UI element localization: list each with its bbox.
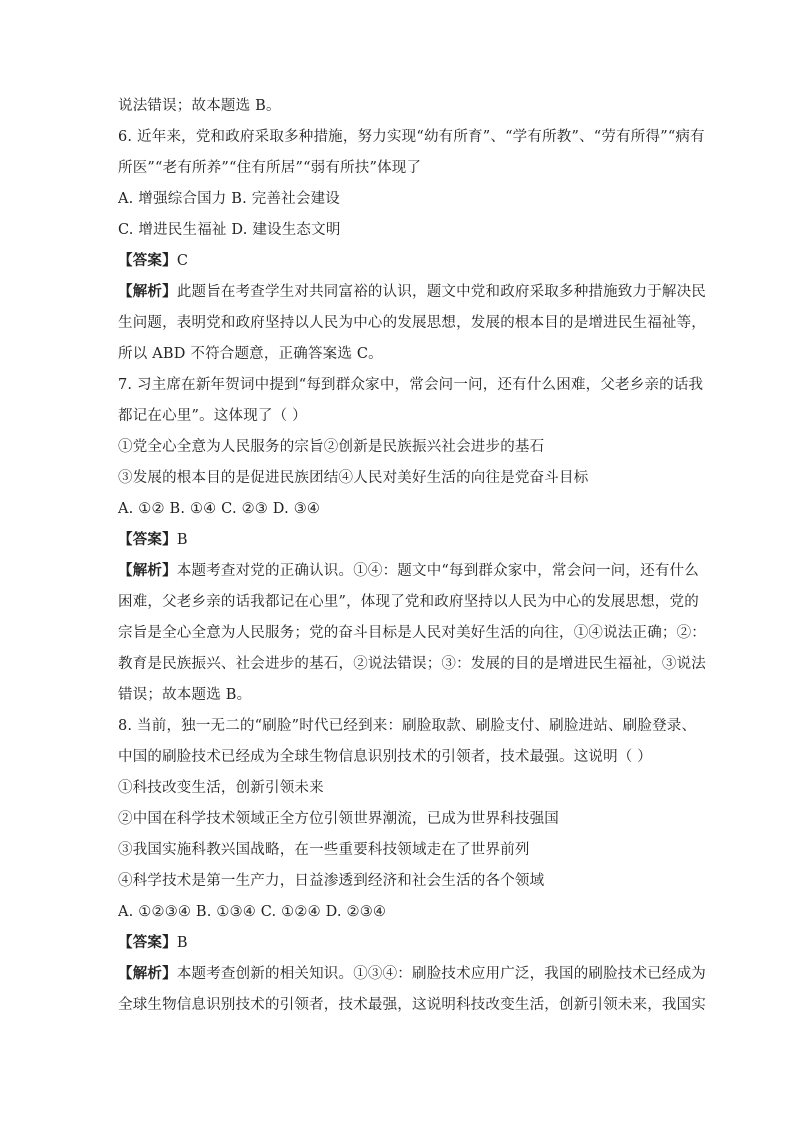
question-6-options-cd	[118, 220, 678, 240]
line-text: 生问题，表明党和政府坚持以人民为中心的发展思想，发展的根本目的是增进民生福祉等，	[118, 315, 706, 331]
line-text: 此题旨在考查学生对共同富裕的认识，题文中党和政府采取多种措施致力于解决民	[176, 284, 707, 300]
question-6-options-ab	[118, 189, 678, 209]
text-line	[118, 995, 706, 1015]
line-text: A. 增强综合国力 B. 完善社会建设	[118, 191, 340, 207]
line-text: 6. 近年来，党和政府采取多种措施，努力实现“幼有所育”、“学有所教”、“劳有所得”“病有	[118, 129, 705, 145]
text-line	[118, 623, 706, 643]
line-text: 说法错误；故本题选 B。	[118, 98, 281, 114]
question-7-statements	[118, 468, 678, 488]
question-6-stem	[118, 127, 705, 147]
answer-value: C	[176, 253, 189, 269]
analysis-label: 【解析】	[118, 283, 177, 300]
line-text: ②中国在科学技术领域正全方位引领世界潮流，已成为世界科技强国	[118, 811, 559, 827]
answer-label: 【答案】	[118, 934, 177, 951]
line-text: 都记在心里”。这体现了（ ）	[118, 408, 307, 424]
question-8-stem-cont	[118, 747, 678, 767]
line-text: C. 增进民生福祉 D. 建设生态文明	[118, 222, 341, 238]
answer-label: 【答案】	[118, 252, 177, 269]
line-text: 全球生物信息识别技术的引领者，技术最强，这说明科技改变生活，创新引领未来，我国实	[118, 997, 706, 1013]
document-page	[118, 96, 707, 1026]
answer-value: B	[176, 532, 188, 548]
question-8-statement	[118, 871, 678, 891]
line-text: A. ①②③④ B. ①③④ C. ①②④ D. ②③④	[118, 904, 387, 920]
question-8-answer	[118, 933, 678, 953]
question-8-analysis	[118, 964, 707, 984]
text-line	[118, 592, 699, 612]
question-8-statement	[118, 778, 678, 798]
analysis-label: 【解析】	[118, 562, 177, 579]
text-line	[118, 685, 678, 705]
question-6-stem-cont	[118, 158, 678, 178]
answer-value: B	[176, 935, 188, 951]
line-text: 8. 当前，独一无二的“刷脸”时代已经到来：刷脸取款、刷脸支付、刷脸进站、刷脸登录、	[118, 718, 697, 734]
line-text: ④科学技术是第一生产力，日益渗透到经济和社会生活的各个领域	[118, 873, 545, 889]
line-text: 教育是民族振兴、社会进步的基石，②说法错误；③：发展的目的是增进民生福祉，③说法	[118, 656, 706, 672]
line-text: 宗旨是全心全意为人民服务；党的奋斗目标是人民对美好生活的向往，①④说法正确；②：	[118, 625, 706, 641]
line-text: 中国的刷脸技术已经成为全球生物信息识别技术的引领者，技术最强。这说明（ ）	[118, 749, 653, 765]
line-text: 7. 习主席在新年贺词中提到“每到群众家中，常会问一问，还有什么困难，父老乡亲的话我	[118, 377, 704, 393]
line-text: 本题考查对党的正确认识。①④：题文中“每到群众家中，常会问一问，还有什么	[176, 563, 699, 579]
text-line	[118, 96, 678, 116]
question-8-statement	[118, 840, 678, 860]
line-text: 本题考查创新的相关知识。①③④：刷脸技术应用广泛，我国的刷脸技术已经成为	[176, 966, 707, 982]
answer-label: 【答案】	[118, 531, 177, 548]
line-text: ①党全心全意为人民服务的宗旨②创新是民族振兴社会进步的基石	[118, 439, 545, 455]
question-8-stem	[118, 716, 697, 736]
analysis-label: 【解析】	[118, 965, 177, 982]
line-text: ①科技改变生活，创新引领未来	[118, 780, 324, 796]
question-7-options	[118, 499, 678, 519]
text-line	[118, 344, 678, 364]
question-7-stem-cont	[118, 406, 678, 426]
question-7-stem	[118, 375, 704, 395]
question-6-answer	[118, 251, 678, 271]
line-text: ③我国实施科教兴国战略，在一些重要科技领域走在了世界前列	[118, 842, 530, 858]
text-line	[118, 313, 706, 333]
question-7-statements	[118, 437, 678, 457]
question-8-options	[118, 902, 678, 922]
line-text: 所以 ABD 不符合题意，正确答案选 C。	[118, 346, 383, 362]
line-text: ③发展的根本目的是促进民族团结④人民对美好生活的向往是党奋斗目标	[118, 470, 589, 486]
question-6-analysis	[118, 282, 707, 302]
line-text: 错误；故本题选 B。	[118, 687, 252, 703]
line-text: 所医”“老有所养”“住有所居”“弱有所扶”体现了	[118, 160, 422, 176]
question-8-statement	[118, 809, 678, 829]
text-line	[118, 654, 706, 674]
question-7-analysis	[118, 561, 699, 581]
question-7-answer	[118, 530, 678, 550]
line-text: 困难，父老乡亲的话我都记在心里”，体现了党和政府坚持以人民为中心的发展思想，党的	[118, 594, 699, 610]
line-text: A. ①② B. ①④ C. ②③ D. ③④	[118, 501, 321, 517]
